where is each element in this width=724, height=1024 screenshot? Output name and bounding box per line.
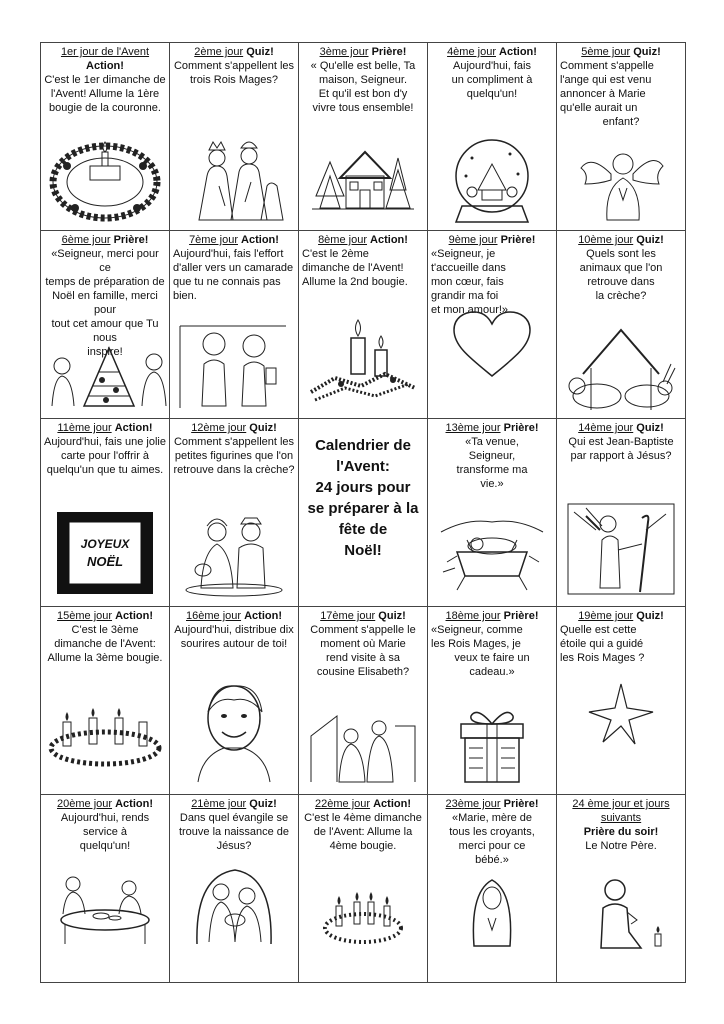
day-9-text — [431, 247, 553, 317]
two-schoolchildren-illustration — [173, 316, 295, 412]
holy-family-illustration — [173, 866, 295, 950]
day-3-text — [302, 59, 424, 115]
title-line-2: l'Avent: — [336, 458, 390, 475]
day-11-text — [44, 435, 166, 477]
day-12-cell — [170, 419, 299, 607]
day-20-label: 20ème jour — [57, 798, 113, 810]
day-5-tag: Quiz! — [633, 46, 661, 58]
day-9-line-4: grandir ma foi — [431, 290, 499, 302]
day-23-line-4: bébé.» — [475, 854, 509, 866]
day-22-line-1: C'est le 4ème dimanche — [304, 812, 422, 824]
day-5-label: 5ème jour — [581, 46, 631, 58]
day-12-label: 12ème jour — [191, 422, 247, 434]
day-15-line-1: C'est le 3ème — [71, 624, 139, 636]
snow-globe-illustration — [431, 136, 553, 224]
day-4-line-3: quelqu'un! — [466, 88, 518, 100]
card-joyeux-text: JOYEUX — [80, 537, 130, 551]
day-13-line-3: transforme ma — [456, 464, 528, 476]
day-19-line-2: étoile qui a guidé — [560, 638, 644, 650]
day-7-text — [173, 247, 295, 303]
day-21-label: 21ème jour — [191, 798, 247, 810]
day-5-line-3: annoncer à Marie — [560, 88, 646, 100]
baby-in-manger-illustration — [431, 512, 553, 600]
day-18-text — [431, 623, 553, 679]
day-3-label: 3ème jour — [319, 46, 369, 58]
day-9-line-5: et mon amour!» — [431, 304, 509, 316]
day-11-tag: Action! — [114, 422, 153, 434]
day-5-text — [560, 59, 682, 129]
day-17-label: 17ème jour — [320, 610, 376, 622]
day-19-text — [560, 623, 682, 665]
day-3-line-4: vivre tous ensemble! — [312, 102, 414, 114]
day-14-label: 14ème jour — [578, 422, 634, 434]
day-19-line-3: les Rois Mages ? — [560, 652, 645, 664]
day-6-cell — [41, 231, 170, 419]
day-9-tag: Prière! — [500, 234, 536, 246]
day-9-line-1: «Seigneur, je — [431, 248, 496, 260]
day-8-line-2: dimanche de l'Avent! — [302, 262, 404, 274]
day-13-label: 13ème jour — [445, 422, 501, 434]
card-noel-text: NOËL — [86, 554, 124, 569]
day-17-cell — [299, 607, 428, 795]
day-7-label: 7ème jour — [189, 234, 238, 246]
day-3-line-3: Et qu'il est bon d'y — [318, 88, 408, 100]
day-2-tag: Quiz! — [246, 46, 274, 58]
day-14-cell — [557, 419, 686, 607]
day-19-label: 19ème jour — [578, 610, 634, 622]
day-4-label: 4ème jour — [447, 46, 496, 58]
day-22-cell — [299, 795, 428, 983]
day-10-line-2: animaux que l'on — [579, 262, 663, 274]
day-17-line-4: cousine Elisabeth? — [316, 666, 410, 678]
day-20-cell — [41, 795, 170, 983]
day-15-line-3: Allume la 3ème bougie. — [47, 652, 163, 664]
day-4-tag: Action! — [499, 46, 537, 58]
day-17-line-3: rend visite à sa — [326, 652, 400, 664]
day-10-line-3: retrouve dans — [587, 276, 655, 288]
title-line-1: Calendrier de — [315, 437, 411, 454]
visitation-illustration — [302, 706, 424, 788]
day-3-line-1: « Qu'elle est belle, Ta — [310, 60, 416, 72]
day-7-tag: Action! — [241, 234, 279, 246]
title-line-5: fête de — [338, 521, 388, 538]
day-6-line-2: temps de préparation de — [45, 276, 165, 288]
day-1-cell — [41, 43, 170, 231]
day-2-label: 2ème jour — [194, 46, 244, 58]
day-11-line-1: Aujourd'hui, fais une jolie — [44, 436, 166, 448]
day-15-text — [44, 623, 166, 665]
day-17-tag: Quiz! — [378, 610, 406, 622]
day-23-cell — [428, 795, 557, 983]
day-12-text — [173, 435, 295, 477]
day-16-cell — [170, 607, 299, 795]
day-17-line-2: moment où Marie — [320, 638, 406, 650]
candles-with-pine-illustration — [302, 308, 424, 412]
day-7-cell — [170, 231, 299, 419]
day-5-line-1: Comment s'appelle — [560, 60, 654, 72]
day-9-cell — [428, 231, 557, 419]
day-13-line-1: «Ta venue, — [465, 436, 519, 448]
day-20-tag: Action! — [115, 798, 153, 810]
day-24-label: 24 ème jour et jours — [572, 798, 670, 810]
day-3-line-2: maison, Seigneur. — [318, 74, 408, 86]
day-12-line-3: retrouve dans la crèche? — [173, 464, 295, 476]
day-22-text — [302, 811, 424, 853]
day-16-text — [173, 623, 295, 651]
day-15-line-2: dimanche de l'Avent: — [54, 638, 156, 650]
day-21-line-3: Jésus? — [216, 840, 252, 852]
title-line-6: Noël! — [344, 542, 382, 559]
family-decorating-tree-illustration — [44, 342, 166, 412]
praying-angel-illustration — [560, 144, 682, 224]
day-23-line-3: merci pour ce — [458, 840, 526, 852]
day-7-line-3: que tu ne connais pas — [173, 276, 281, 288]
day-13-line-2: Seigneur, — [468, 450, 516, 462]
day-14-line-1: Qui est Jean-Baptiste — [568, 436, 674, 448]
day-16-line-2: sourires autour de toi! — [180, 638, 288, 650]
day-8-label: 8ème jour — [318, 234, 367, 246]
day-2-line-1: Comment s'appellent les — [173, 60, 295, 72]
day-1-text — [44, 73, 166, 115]
day-6-line-5: inspire! — [87, 346, 123, 358]
day-10-cell — [557, 231, 686, 419]
day-8-line-3: Allume la 2nd bougie. — [302, 276, 408, 288]
ox-and-donkey-illustration — [560, 324, 682, 412]
day-4-cell — [428, 43, 557, 231]
day-23-line-1: «Marie, mère de — [451, 812, 533, 824]
day-21-text — [173, 811, 295, 853]
advent-wreath-candles-illustration — [44, 708, 166, 788]
day-5-line-5: enfant? — [602, 116, 640, 128]
day-17-text — [302, 623, 424, 679]
day-22-line-3: 4ème bougie. — [329, 840, 397, 852]
day-4-line-2: un compliment à — [451, 74, 533, 86]
day-12-line-1: Comment s'appellent les — [173, 436, 295, 448]
day-22-tag: Action! — [373, 798, 411, 810]
day-19-cell — [557, 607, 686, 795]
four-candle-wreath-illustration — [302, 884, 424, 954]
santons-figurines-illustration — [173, 512, 295, 600]
day-21-line-1: Dans quel évangile se — [179, 812, 289, 824]
day-2-line-2: trois Rois Mages? — [189, 74, 279, 86]
day-21-cell — [170, 795, 299, 983]
praying-child-illustration — [560, 872, 682, 956]
day-12-line-2: petites figurines que l'on — [174, 450, 294, 462]
day-15-tag: Action! — [115, 610, 153, 622]
day-16-tag: Action! — [244, 610, 282, 622]
day-4-text — [431, 59, 553, 101]
day-18-cell — [428, 607, 557, 795]
advent-wreath-illustration — [44, 136, 166, 224]
day-18-line-3: veux te faire un — [454, 652, 530, 664]
day-6-line-4: tout cet amour que Tu nous — [51, 318, 159, 344]
day-16-label: 16ème jour — [186, 610, 242, 622]
day-8-cell — [299, 231, 428, 419]
family-meal-illustration — [44, 870, 166, 950]
day-19-line-1: Quelle est cette — [560, 624, 637, 636]
day-10-line-1: Quels sont les — [586, 248, 656, 260]
day-12-tag: Quiz! — [249, 422, 277, 434]
day-7-line-4: bien. — [173, 290, 197, 302]
day-18-line-2: les Rois Mages, je — [431, 638, 521, 650]
day-6-label: 6ème jour — [61, 234, 111, 246]
day-2-text — [173, 59, 295, 87]
day-10-text — [560, 247, 682, 303]
day-13-line-4: vie.» — [480, 478, 504, 490]
center-title-cell — [299, 419, 428, 607]
day-6-line-1: «Seigneur, merci pour ce — [51, 248, 159, 274]
day-5-line-4: qu'elle aurait un — [560, 102, 638, 114]
smiling-boy-illustration — [173, 676, 295, 788]
day-18-label: 18ème jour — [445, 610, 501, 622]
day-6-line-3: Noël en famille, merci pour — [52, 290, 158, 316]
day-11-line-2: carte pour l'offrir à — [60, 450, 150, 462]
day-13-tag: Prière! — [503, 422, 539, 434]
day-2-cell — [170, 43, 299, 231]
day-11-line-3: quelqu'un que tu aimes. — [46, 464, 164, 476]
day-10-line-4: la crèche? — [595, 290, 647, 302]
day-1-line-2: l'Avent! Allume la 1ère — [50, 88, 160, 100]
day-23-line-2: tous les croyants, — [449, 826, 535, 838]
day-21-tag: Quiz! — [249, 798, 277, 810]
star-icon — [560, 678, 682, 774]
day-15-cell — [41, 607, 170, 795]
john-the-baptist-illustration — [560, 500, 682, 600]
day-23-label: 23ème jour — [445, 798, 501, 810]
day-18-line-1: «Seigneur, comme — [431, 624, 523, 636]
day-1-line-3: bougie de la couronne. — [49, 102, 161, 114]
calendar-title — [302, 421, 424, 561]
day-22-line-2: de l'Avent: Allume la — [313, 826, 413, 838]
title-line-3: 24 jours pour — [315, 479, 411, 496]
day-8-tag: Action! — [370, 234, 408, 246]
day-15-label: 15ème jour — [57, 610, 113, 622]
day-20-line-2: quelqu'un! — [79, 840, 131, 852]
day-20-text — [44, 811, 166, 853]
day-6-tag: Prière! — [113, 234, 149, 246]
day-8-line-1: C'est le 2ème — [302, 248, 369, 260]
day-1-label: 1er jour de l'Avent — [60, 46, 150, 58]
joyeux-noel-card-illustration — [44, 510, 166, 600]
day-19-tag: Quiz! — [636, 610, 664, 622]
day-9-line-3: mon cœur, fais — [431, 276, 504, 288]
day-24-tag: Prière du soir! — [583, 826, 659, 838]
day-14-line-2: par rapport à Jésus? — [570, 450, 672, 462]
advent-calendar-grid — [40, 42, 686, 983]
day-3-tag: Prière! — [371, 46, 407, 58]
day-18-line-4: cadeau.» — [469, 666, 515, 678]
day-23-tag: Prière! — [503, 798, 539, 810]
day-11-label: 11ème jour — [57, 422, 112, 434]
day-13-text — [431, 435, 553, 491]
day-1-tag: Action! — [86, 60, 124, 72]
day-10-label: 10ème jour — [578, 234, 634, 246]
day-24-label-2: suivants — [600, 812, 642, 824]
title-line-4: se préparer à la — [307, 500, 419, 517]
day-23-text — [431, 811, 553, 867]
gift-box-icon — [431, 704, 553, 788]
day-5-cell — [557, 43, 686, 231]
day-11-cell — [41, 419, 170, 607]
day-3-cell — [299, 43, 428, 231]
day-14-text — [560, 435, 682, 463]
day-16-line-1: Aujourd'hui, distribue dix — [174, 624, 294, 636]
day-9-line-2: t'accueille dans — [431, 262, 506, 274]
heart-icon — [431, 310, 553, 398]
day-24-text — [560, 839, 682, 853]
day-13-cell — [428, 419, 557, 607]
three-kings-illustration — [173, 136, 295, 224]
day-5-line-2: l'ange qui est venu — [560, 74, 652, 86]
day-24-cell — [557, 795, 686, 983]
day-9-label: 9ème jour — [448, 234, 498, 246]
day-18-tag: Prière! — [503, 610, 539, 622]
day-17-line-1: Comment s'appelle le — [310, 624, 416, 636]
day-8-text — [302, 247, 424, 289]
day-20-line-1: Aujourd'hui, rends service à — [60, 812, 150, 838]
day-22-label: 22ème jour — [315, 798, 371, 810]
day-24-line-1: Le Notre Père. — [585, 840, 657, 852]
day-7-line-2: d'aller vers un camarade — [173, 262, 294, 274]
praying-mary-illustration — [431, 872, 553, 952]
day-21-line-2: trouve la naissance de — [178, 826, 290, 838]
day-14-tag: Quiz! — [636, 422, 664, 434]
day-7-line-1: Aujourd'hui, fais l'effort — [173, 248, 284, 260]
day-10-tag: Quiz! — [636, 234, 664, 246]
day-1-line-1: C'est le 1er dimanche de — [44, 74, 166, 86]
snowy-house-illustration — [302, 136, 424, 224]
day-4-line-1: Aujourd'hui, fais — [453, 60, 531, 72]
